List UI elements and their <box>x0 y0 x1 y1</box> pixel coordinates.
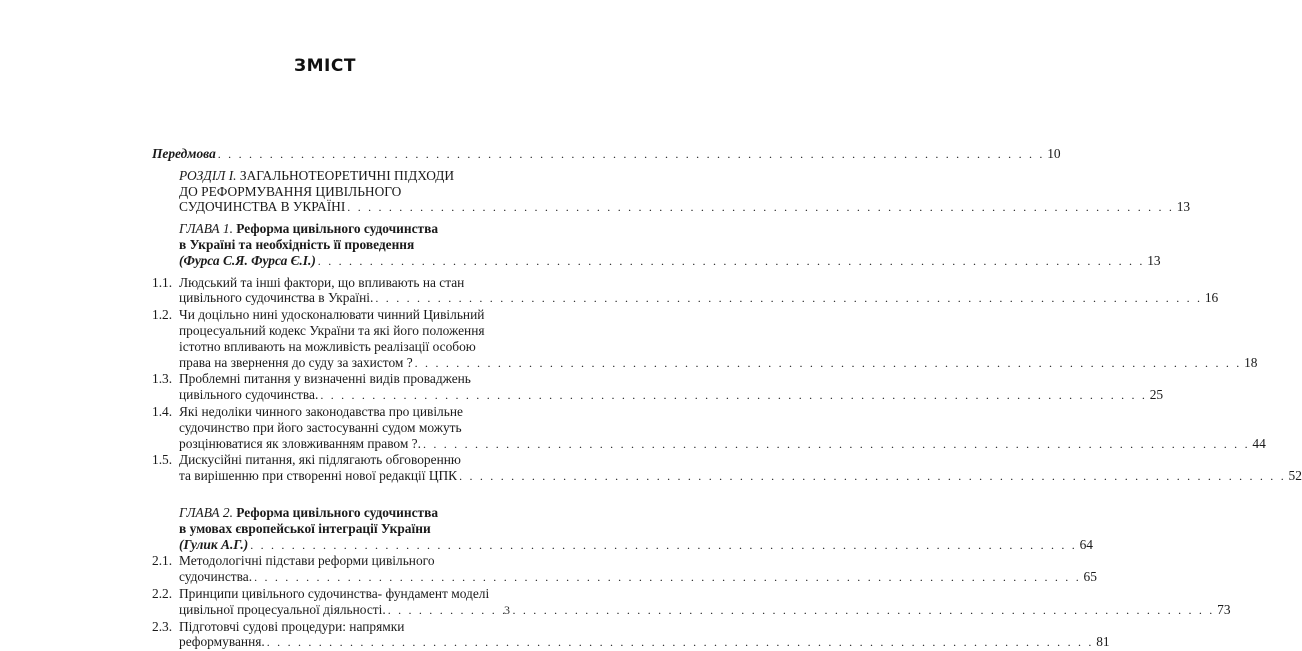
entry-number: 2.1. <box>152 553 173 569</box>
page-number: 16 <box>1204 290 1219 306</box>
toc-entry-1-3[interactable] <box>152 371 1164 404</box>
leader-dots <box>347 200 1174 216</box>
page-number: 44 <box>1252 435 1266 451</box>
leader-dots <box>423 437 1250 453</box>
entry-text-line: Підготовчі судові процедури: напрямки <box>179 618 405 634</box>
toc-entry-1-4[interactable] <box>152 403 1266 452</box>
entry-number: 1.5. <box>152 452 173 468</box>
entry-text-line: ДО РЕФОРМУВАННЯ ЦИВІЛЬНОГО <box>179 183 402 199</box>
leader-dots <box>254 570 1081 586</box>
leader-dots <box>250 538 1077 554</box>
leader-dots <box>375 291 1202 307</box>
leader-dots <box>320 388 1147 404</box>
toc-entry-1-2[interactable] <box>152 307 1258 371</box>
toc-entry-2-3[interactable] <box>152 618 1110 651</box>
leader-dots <box>388 603 1215 619</box>
page-number: 25 <box>1149 387 1164 403</box>
toc-entry-chapter-2[interactable] <box>152 504 1093 553</box>
entry-text-line: Людський та інші фактори, що впливають на стан <box>179 274 465 290</box>
entry-text-line: процесуальний кодекс України та які його положення <box>179 322 485 338</box>
entry-number: 2.2. <box>152 585 173 601</box>
page-number: 52 <box>1288 468 1302 484</box>
page-number: 10 <box>1047 146 1061 161</box>
entry-text-line: в Україні та необхідність її проведення <box>179 236 415 252</box>
entry-number: 1.3. <box>152 371 173 387</box>
entry-text-line: Реформа цивільного судочинства <box>236 504 439 520</box>
page-folio-number: 3 <box>504 603 510 617</box>
entry-text-line: Принципи цивільного судочинства- фундамент моделі <box>179 585 490 601</box>
entry-text-line: ЗАГАЛЬНОТЕОРЕТИЧНІ ПІДХОДИ <box>239 167 455 183</box>
entry-text-line: та вирішенню при створенні нової редакції ЦПК <box>179 468 458 484</box>
entry-label: Передмова <box>152 146 216 161</box>
leader-dots <box>218 147 1045 163</box>
entry-number: 1.4. <box>152 403 173 419</box>
entry-text-line: в умовах європейської інтеграції України <box>179 520 431 536</box>
chapter-authors: (Фурса С.Я. Фурса Є.І.) <box>179 252 316 268</box>
entry-text-line: Чи доцільно нині удосконалювати чинний Цивільний <box>179 307 485 323</box>
page-title: ЗМІСТ <box>294 56 356 76</box>
entry-text-line: Проблемні питання у визначенні видів проваджень <box>179 371 471 387</box>
chapter-prefix: ГЛАВА 1. <box>179 221 233 237</box>
toc-entry-section-1[interactable] <box>152 167 1191 216</box>
entry-number: 1.1. <box>152 274 173 290</box>
entry-text-line: Реформа цивільного судочинства <box>236 221 439 237</box>
toc-entry-chapter-1[interactable] <box>152 221 1161 269</box>
table-of-contents <box>152 146 1302 651</box>
page-number: 73 <box>1217 601 1231 617</box>
page-number: 81 <box>1096 634 1110 650</box>
chapter-authors: (Гулик А.Г.) <box>179 536 249 552</box>
entry-text-line: СУДОЧИНСТВА В УКРАЇНІ <box>179 199 346 215</box>
toc-entry-1-5[interactable] <box>152 452 1302 485</box>
toc-entry-2-1[interactable] <box>152 553 1097 586</box>
entry-text-line: цивільного судочинства в Україні. <box>179 290 374 306</box>
page-number: 13 <box>1147 252 1161 268</box>
entry-number: 2.3. <box>152 618 173 634</box>
entry-text-line: цивільного судочинства. <box>179 387 319 403</box>
entry-text-line: розцінюватися як зловживанням правом ?. <box>179 435 421 451</box>
leader-dots <box>318 254 1145 270</box>
toc-entry-1-1[interactable] <box>152 274 1219 308</box>
page-number: 64 <box>1079 536 1093 552</box>
leader-dots <box>267 635 1094 651</box>
entry-number: 1.2. <box>152 307 173 323</box>
entry-text-line: реформування. <box>179 634 265 650</box>
entry-text-line: судочинства. <box>179 569 253 585</box>
page-number: 65 <box>1083 569 1097 585</box>
entry-text-line: цивільної процесуальної діяльності. <box>179 601 386 617</box>
chapter-prefix: ГЛАВА 2. <box>179 504 233 520</box>
page-number: 18 <box>1244 354 1258 370</box>
leader-dots <box>459 469 1286 485</box>
leader-dots <box>415 356 1242 372</box>
entry-text-line: права на звернення до суду за захистом ? <box>179 354 413 370</box>
entry-text-line: істотно впливають на можливість реалізації особою <box>179 338 476 354</box>
section-prefix: РОЗДІЛ І. <box>179 167 237 183</box>
entry-text-line: судочинство при його застосуванні судом можуть <box>179 419 462 435</box>
toc-entry-preface[interactable] <box>152 146 1061 163</box>
entry-text-line: Дискусійні питання, які підлягають обговоренню <box>179 452 461 468</box>
toc-entry-2-2[interactable] <box>152 585 1231 619</box>
entry-text-line: Методологічні підстави реформи цивільного <box>179 553 435 569</box>
entry-text-line: Які недоліки чинного законодавства про цивільне <box>179 403 463 419</box>
page-number: 13 <box>1176 199 1191 215</box>
